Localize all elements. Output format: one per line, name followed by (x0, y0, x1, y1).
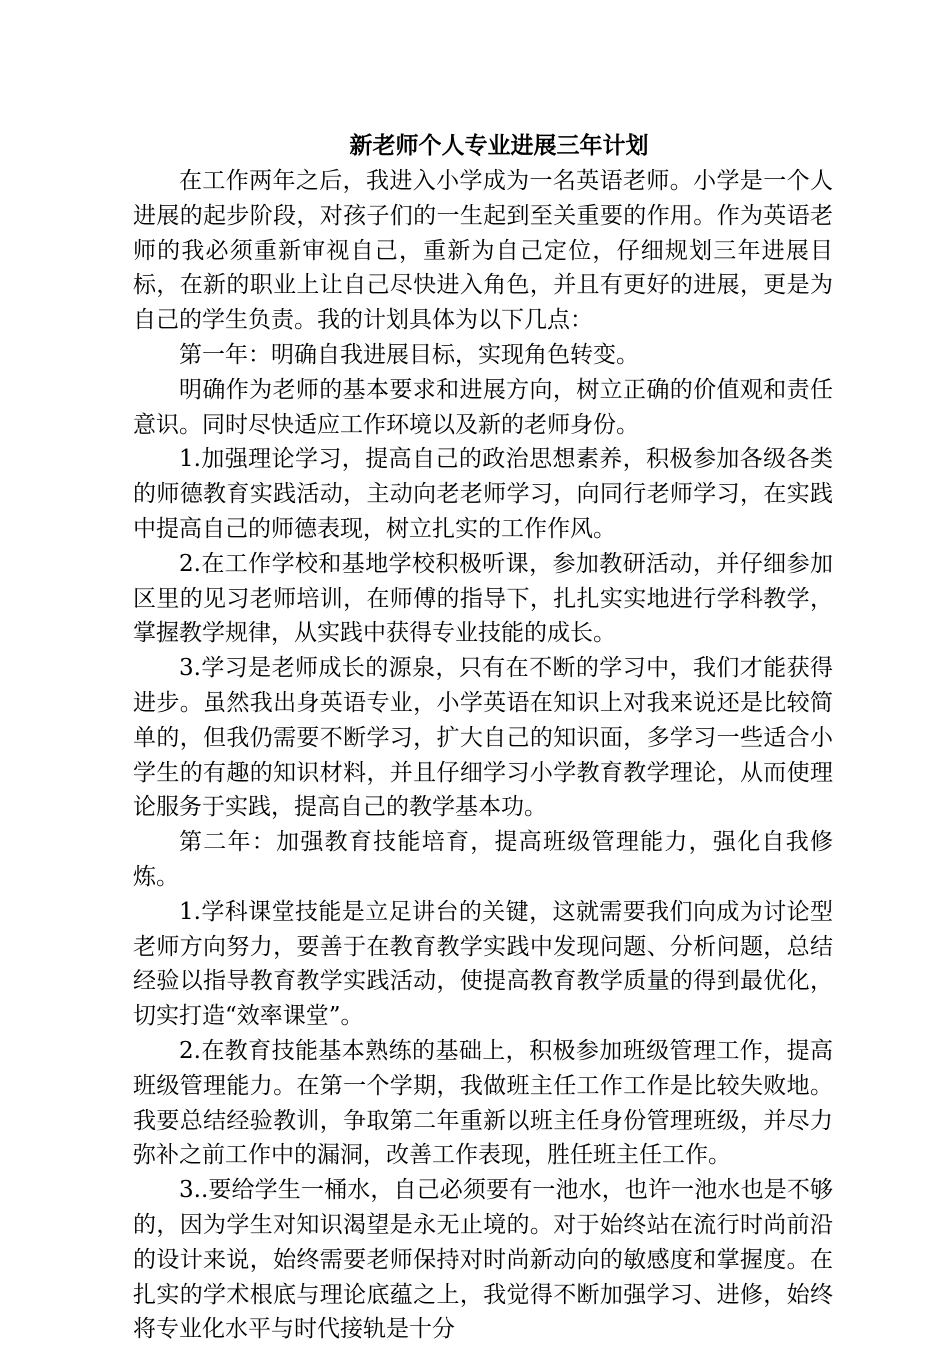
document-page (133, 128, 833, 1347)
paragraph-year-one-item-1: 1.加强理论学习，提高自己的政治思想素养，积极参加各级各类的师德教育实践活动，主动向老老师学习，向同行老师学习，在实践中提高自己的师德表现，树立扎实的工作作风。 (133, 446, 833, 542)
paragraph-year-one-summary: 明确作为老师的基本要求和进展方向，树立正确的价值观和责任意识。同时尽快适应工作环境以及新的老师身份。 (133, 376, 833, 438)
paragraph-year-two-item-3: 3..要给学生一桶水，自己必须要有一池水，也许一池水也是不够的，因为学生对知识渴望是永无止境的。对于始终站在流行时尚前沿的设计来说，始终需要老师保持对时尚新动向的敏感度和掌握度。在扎实的学术根底与理论底蕴之上，我觉得不断加强学习、进修，始终将专业化水平与时代接轨是十分 (133, 1177, 833, 1343)
paragraph-year-two-heading: 第二年：加强教育技能培育，提高班级管理能力，强化自我修炼。 (133, 829, 833, 890)
document-title: 新老师个人专业进展三年计划 (349, 132, 649, 159)
paragraph-year-one-item-3: 3.学习是老师成长的源泉，只有在不断的学习中，我们才能获得进步。虽然我出身英语专业，小学英语在知识上对我来说还是比较简单的，但我仍需要不断学习，扩大自己的知识面，多学习一些适合小学生的有趣的知识材料，并且仔细学习小学教育教学理论，从而使理论服务于实践，提高自己的教学基本功。 (133, 655, 833, 821)
paragraph-year-one-item-2: 2.在工作学校和基地学校积极听课，参加教研活动，并仔细参加区里的见习老师培训，在师傅的指导下，扎扎实实地进行学科教学，掌握教学规律，从实践中获得专业技能的成长。 (133, 550, 833, 647)
paragraph-year-two-item-1: 1.学科课堂技能是立足讲台的关键，这就需要我们向成为讨论型老师方向努力，要善于在教育教学实践中发现问题、分析问题，总结经验以指导教育教学实践活动，使提高教育教学质量的得到最优化，切实打造“效率课堂”。 (133, 898, 833, 1030)
paragraph-year-one-heading: 第一年：明确自我进展目标，实现角色转变。 (179, 341, 639, 368)
paragraph-year-two-item-2: 2.在教育技能基本熟练的基础上，积极参加班级管理工作，提高班级管理能力。在第一个学期，我做班主任工作工作是比较失败地。我要总结经验教训，争取第二年重新以班主任身份管理班级，并尽力弥补之前工作中的漏洞，改善工作表现，胜任班主任工作。 (133, 1037, 833, 1169)
paragraph-intro: 在工作两年之后，我进入小学成为一名英语老师。小学是一个人进展的起步阶段，对孩子们的一生起到至关重要的作用。作为英语老师的我必须重新审视自己，重新为自己定位，仔细规划三年进展目标，在新的职业上让自己尽快进入角色，并且有更好的进展，更是为自己的学生负责。我的计划具体为以下几点： (133, 168, 833, 334)
